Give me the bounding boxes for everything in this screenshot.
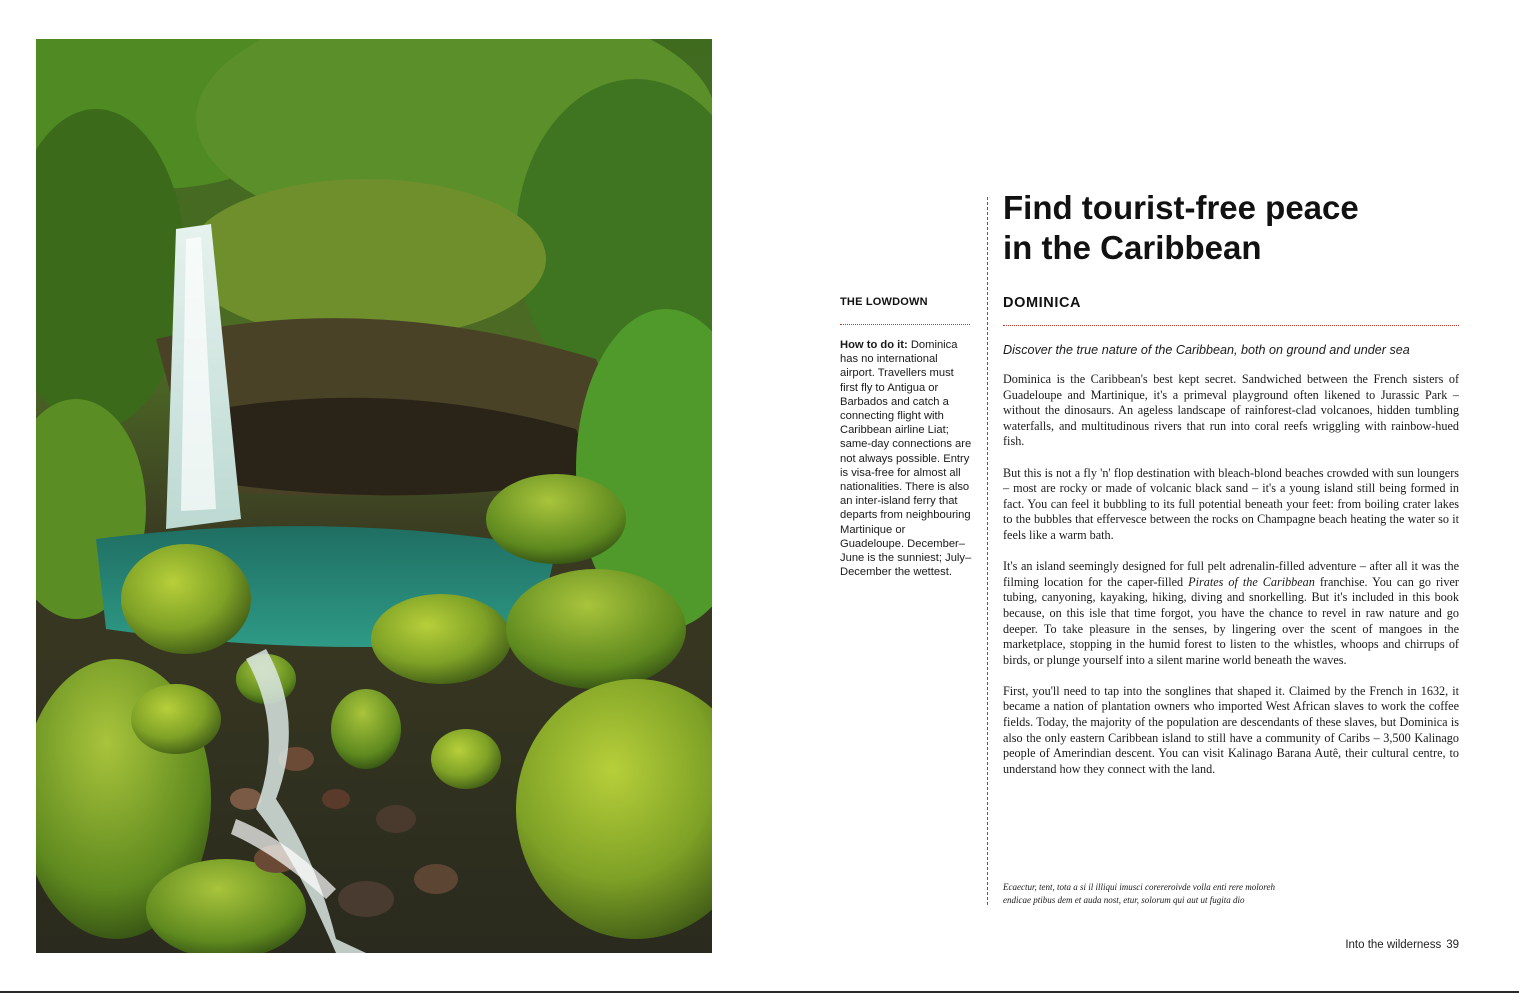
paragraph-2: But this is not a fly 'n' flop destination with bleach-blond beaches crowded with sun loungers – most are rocky or made of volcanic black sand – it's a young island still being formed in fact. You can feel it bubbling to its full potential beneath your feet: from boiling crater lakes to the bubbles that effervesce between the rocks on Champagne beach heating the water so it feels like a warm bath. xyxy=(1003,465,1459,542)
lowdown-sidebar xyxy=(840,296,972,579)
article xyxy=(1003,188,1459,793)
title-line-2: in the Caribbean xyxy=(1003,229,1262,266)
article-divider xyxy=(1003,325,1459,326)
paragraph-3-start: It's an island seemingly designed for full pelt adrenalin-filled adventure – after all it was the filming location for the caper-filled xyxy=(1003,559,1459,589)
paragraph-3-end: franchise. You can go river tubing, canyoning, kayaking, hiking, diving and snorkelling. But it's included in this book because, on this isle that time forgot, you have the chance to revel in raw nature and go deeper. To take pleasure in the senses, by lingering over the scent of mangoes in the marketplace, stopping in the humid forest to listen to the whistles, whoops and chirrups of birds, or plunge yourself into a silent marine world beneath the waves. xyxy=(1003,574,1459,667)
sidebar-heading: THE LOWDOWN xyxy=(840,296,928,308)
article-body xyxy=(1003,372,1459,777)
sidebar-body xyxy=(840,338,972,579)
section-name: Into the wilderness xyxy=(1345,939,1442,951)
article-title xyxy=(1003,188,1459,268)
photo-caption xyxy=(1003,881,1303,906)
sidebar-lead: How to do it: xyxy=(840,339,908,351)
sidebar-divider xyxy=(840,324,970,325)
paragraph-3 xyxy=(1003,559,1459,668)
place-name: DOMINICA xyxy=(1003,295,1082,311)
title-line-1: Find tourist-free peace xyxy=(1003,189,1359,226)
column-divider xyxy=(987,197,988,905)
waterfall-photo xyxy=(36,39,712,953)
caption-line-2: endicae ptibus dem et auda nost, etur, solorum qui aut ut fugita dio xyxy=(1003,894,1245,905)
page-number: 39 xyxy=(1446,939,1459,951)
standfirst: Discover the true nature of the Caribbean, both on ground and under sea xyxy=(1003,343,1410,357)
paragraph-4: First, you'll need to tap into the songlines that shaped it. Claimed by the French in 1632, it became a nation of plantation owners who imported West African slaves to work the coffee fields. Today, the majority of the population are descendants of these slaves, but Dominica is also the only eastern Caribbean island to still have a community of Caribs – 3,500 Kalinago people of Amerindian descent. You can visit Kalinago Barana Autê, their cultural centre, to understand how they connect with the land. xyxy=(1003,683,1459,776)
caption-line-1: Ecaectur, tent, tota a si il illiqui imusci corereroivde volla enti rere moloreh xyxy=(1003,882,1275,892)
sidebar-text: Dominica has no international airport. Travellers must first fly to Antigua or Barbados and catch a connecting flight with Caribbean airline Liat; same-day connections are not always possible. Entry is visa-free for almost all nationalities. There is also an inter-island ferry that departs from neighbouring Martinique or Guadeloupe. December–June is the sunniest; July–December the wettest. xyxy=(840,339,972,579)
paragraph-1: Dominica is the Caribbean's best kept secret. Sandwiched between the French sisters of Guadeloupe and Martinique, it's a primeval playground often likened to Jurassic Park – without the dinosaurs. An ageless landscape of rainforest-clad volcanoes, hidden tumbling waterfalls, and multitudinous rivers that run into coral reefs wriggling with rainbow-hued fish. xyxy=(1003,372,1459,449)
page-footer xyxy=(1345,939,1459,951)
film-title: Pirates of the Caribbean xyxy=(1188,574,1315,589)
